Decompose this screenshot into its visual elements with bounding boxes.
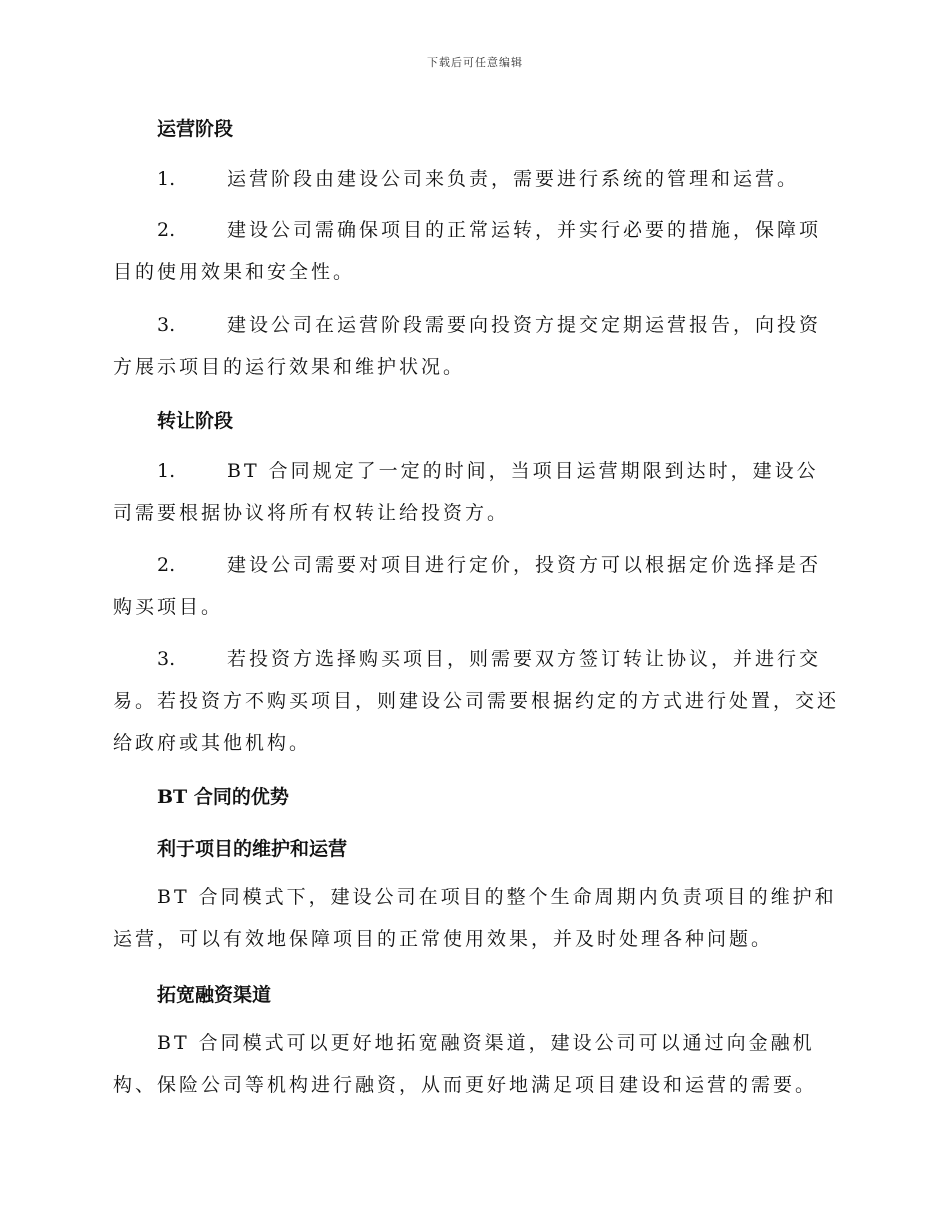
heading-transfer-stage: 转让阶段 [157,410,234,432]
item-number: 2. [157,219,176,241]
item-number: 3. [157,648,176,670]
operation-item-1 [113,158,840,200]
item-text: 若投资方选择购买项目，则需要双方签订转让协议，并进行交易。若投资方不购买项目，则建设公司需要根据约定的方式进行处置，交还给政府或其他机构。 [113,648,840,754]
item-text: 建设公司需确保项目的正常运转，并实行必要的措施，保障项目的使用效果和安全性。 [113,219,822,283]
heading-financing: 拓宽融资渠道 [157,984,272,1006]
item-number: 1. [157,460,176,482]
item-number: 3. [157,314,176,336]
heading-operation-stage: 运营阶段 [157,118,234,140]
item-text: 建设公司在运营阶段需要向投资方提交定期运营报告，向投资方展示项目的运行效果和维护状况。 [113,314,822,378]
heading-maintenance: 利于项目的维护和运营 [157,838,348,860]
item-text: 建设公司需要对项目进行定价，投资方可以根据定价选择是否购买项目。 [113,554,822,618]
maintenance-paragraph: BT 合同模式下，建设公司在项目的整个生命周期内负责项目的维护和运营，可以有效地保障项目的正常使用效果，并及时处理各种问题。 [113,886,837,950]
heading-bt-advantages: BT 合同的优势 [157,786,289,808]
page-header: 下载后可任意编辑 [427,56,523,69]
operation-item-2 [113,209,840,293]
item-number: 2. [157,554,176,576]
transfer-item-3 [113,638,840,764]
item-text: BT 合同规定了一定的时间，当项目运营期限到达时，建设公司需要根据协议将所有权转让给投资方。 [113,460,819,524]
item-text: 运营阶段由建设公司来负责，需要进行系统的管理和运营。 [227,168,800,190]
transfer-item-1 [113,450,840,534]
operation-item-3 [113,304,840,388]
financing-paragraph: BT 合同模式可以更好地拓宽融资渠道，建设公司可以通过向金融机构、保险公司等机构进行融资，从而更好地满足项目建设和运营的需要。 [113,1032,818,1096]
item-number: 1. [157,168,176,190]
transfer-item-2 [113,544,840,628]
